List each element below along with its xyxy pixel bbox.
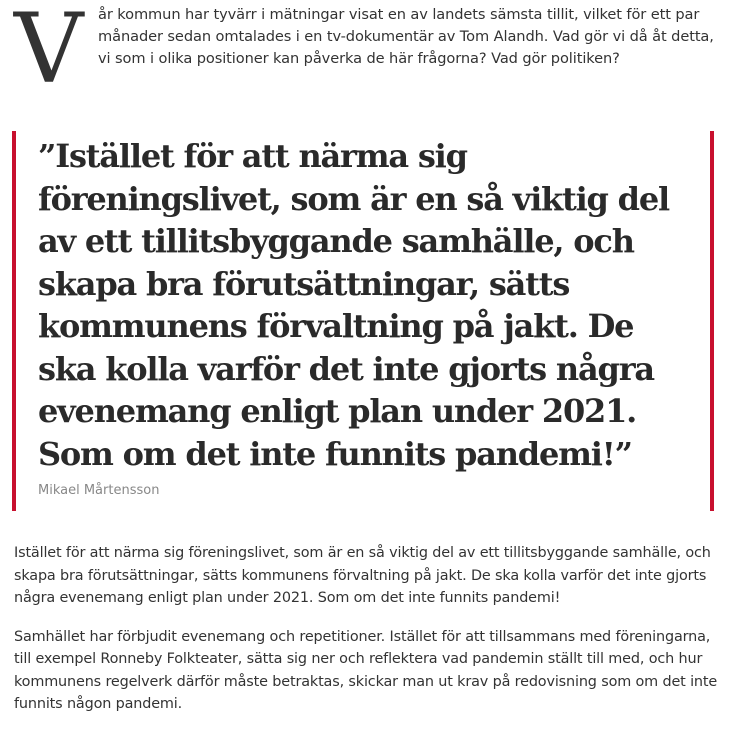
drop-cap: V [14, 0, 84, 105]
body-paragraph: Samhället har förbjudit evenemang och repetitioner. Istället för att tillsammans med föreningarna, till exempel Ronneby Folkteater, sätta sig ner och reflektera vad pandemin ställt till med, och hur kommunens regelverk därför måste betraktas, skickar man ut krav på redovisning som om det inte funnits någon pandemi. [14, 628, 718, 712]
pull-quote-text: ”Istället för att närma sig föreningslivet, som är en så viktig del av ett tillitsbyggande samhälle, och skapa bra förutsättningar, sätts kommunens förvaltning på jakt. De ska kolla varför det inte gjorts några evenemang enligt plan under 2021. Som om det inte funnits pandemi!” [38, 137, 669, 473]
pull-quote [12, 131, 714, 511]
body-paragraph: Istället för att närma sig föreningslivet, som är en så viktig del av ett tillitsbyggande samhälle, och skapa bra förutsättningar, sätts kommunens förvaltning på jakt. De ska kolla varför det inte gjorts några evenemang enligt plan under 2021. Som om det inte funnits pandemi! [14, 545, 711, 606]
pull-quote-author: Mikael Mårtensson [38, 483, 160, 498]
intro-paragraph: år kommun har tyvärr i mätningar visat en av landets sämsta tillit, vilket för ett par månader sedan omtalades i en tv-dokumentär av Tom Alandh. Vad gör vi då åt detta, vi som i olika positioner kan påverka de här frågorna? Vad gör politiken? [98, 6, 714, 67]
article-intro [14, 0, 714, 105]
article-body [14, 542, 726, 732]
